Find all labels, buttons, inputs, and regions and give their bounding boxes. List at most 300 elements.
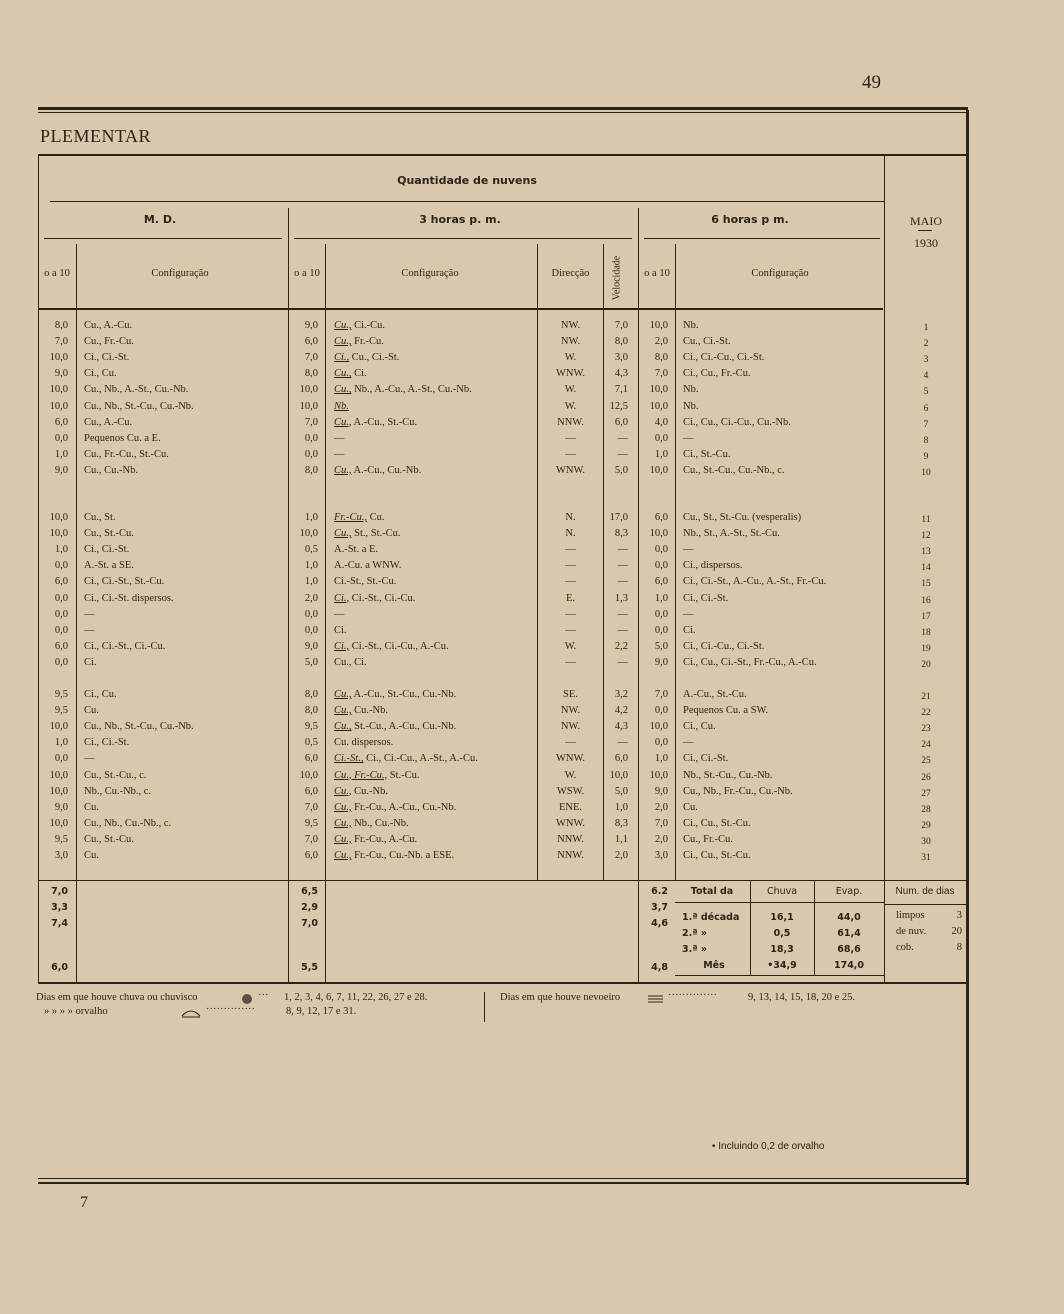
direccao-header: Direcção	[551, 268, 590, 279]
decada-label: 3.ª »	[682, 944, 708, 955]
pm3-configuration: Cu., Fr.-Cu.	[334, 336, 384, 348]
md-amount: 7,0	[54, 336, 68, 348]
pm6-configuration: Ci., Cu., St.-Cu.	[683, 850, 751, 861]
day-number: 15	[921, 579, 931, 590]
pm6-amount: 0,0	[654, 737, 668, 749]
pm3-configuration: Ci., Ci.-St., Ci.-Cu.	[334, 592, 416, 604]
pm3-configuration: A.-Cu. a WNW.	[334, 560, 402, 572]
day-number: 22	[921, 708, 931, 719]
decada-evap: 61,4	[837, 928, 861, 939]
md-configuration: Cu., A.-Cu.	[84, 320, 133, 331]
top-rule	[38, 107, 968, 110]
pm6-configuration: Ci., Cu., Fr.-Cu.	[683, 368, 751, 380]
wind-speed: 10,0	[609, 769, 628, 781]
md-amount: 0,0	[54, 432, 68, 444]
pm6-configuration: —	[683, 432, 694, 444]
summary-md-month: 6,0	[51, 962, 68, 973]
top-rule-thin	[38, 112, 968, 113]
pm3-amount: 10,0	[299, 400, 318, 412]
pm6-configuration: Nb.	[683, 384, 699, 396]
pm6-amount: 1,0	[654, 448, 668, 460]
md-configuration: Cu., A.-Cu.	[84, 416, 133, 428]
pm6-amount: 10,0	[649, 400, 668, 412]
pm3-amount: 1,0	[304, 512, 318, 523]
decada-evap: 174,0	[833, 960, 865, 971]
pm3-amount: 9,5	[304, 817, 318, 829]
pm3-configuration: Ci.	[334, 624, 347, 636]
pm6-header: 6 horas p m.	[711, 213, 789, 226]
decada-chuva: 18,3	[770, 944, 794, 955]
wind-speed: 2,2	[614, 640, 628, 652]
pm6-amount: 0,0	[654, 432, 668, 444]
chuva-dots: ···	[258, 990, 269, 1001]
header-bottom-border	[38, 308, 883, 310]
md-configuration: Ci., Ci.-St.	[84, 737, 130, 749]
pm3-amount: 9,0	[304, 320, 318, 331]
md-configuration: Cu.	[84, 850, 99, 861]
day-number: 23	[921, 724, 931, 735]
summary-bottom-border	[38, 982, 966, 984]
wind-speed: 17,0	[609, 512, 628, 523]
col-line-a	[76, 244, 77, 982]
pm3-amount: 7,0	[304, 352, 318, 364]
wind-direction: W.	[564, 400, 577, 412]
orvalho-dots: ··············	[206, 1004, 255, 1015]
pm6-configuration: Cu., Nb., Fr.-Cu., Cu.-Nb.	[683, 785, 793, 797]
day-number: 6	[923, 403, 929, 414]
rain-header-line	[675, 902, 884, 903]
wind-direction: WNW.	[555, 753, 586, 765]
pm3-configuration: A.-St. a E.	[334, 544, 379, 556]
md-configuration: Pequenos Cu. a E.	[84, 432, 161, 444]
pm6-amount: 2,0	[654, 833, 668, 845]
orvalho-days-values: 8, 9, 12, 17 e 31.	[286, 1006, 357, 1017]
md-amount: 3,0	[54, 850, 68, 861]
pm3-amount: 8,0	[304, 464, 318, 476]
wind-direction: ENE.	[558, 801, 583, 813]
day-number: 13	[921, 547, 931, 558]
md-configuration: Cu., St.-Cu.	[84, 833, 134, 845]
pm3-amount: 6,0	[304, 336, 318, 348]
md-amount: 10,0	[49, 785, 68, 797]
pm6-amount: 3,0	[654, 850, 668, 861]
pm3-brace	[294, 238, 632, 239]
md-amount: 10,0	[49, 817, 68, 829]
wind-speed: 5,0	[614, 464, 628, 476]
day-number: 21	[921, 692, 931, 702]
wind-direction: —	[565, 656, 576, 668]
day-number: 18	[921, 627, 931, 638]
pm3-amount: 6,0	[304, 753, 318, 765]
month-dash	[918, 230, 932, 231]
decada-chuva: 0,5	[773, 928, 791, 939]
summary-pm3-1: 6,5	[301, 886, 318, 897]
md-configuration: Cu., Fr.-Cu., St.-Cu.	[84, 448, 169, 460]
pm3-amount: 2,0	[304, 592, 318, 604]
pm3-amount: 10,0	[299, 528, 318, 540]
md-configuration: Cu., St.-Cu., c.	[84, 769, 147, 781]
quantidade-header: Quantidade de nuvens	[397, 174, 537, 187]
wind-direction: N.	[565, 528, 576, 540]
md-configuration: Cu.	[84, 705, 99, 717]
pm3-configuration: Cu., Cu.-Nb.	[334, 785, 388, 797]
pm6-amount: 1,0	[654, 753, 668, 765]
wind-direction: —	[565, 737, 576, 749]
pm3-configuration: Ci.-St., Ci., Ci.-Cu., A.-St., A.-Cu.	[334, 753, 478, 765]
pm3-configuration: Cu., Ci.	[334, 656, 367, 668]
num-dias-category: limpos	[896, 910, 925, 921]
md-amount: 8,0	[54, 320, 68, 331]
pm6-amount: 7,0	[654, 689, 668, 700]
day-number: 8	[923, 435, 929, 446]
pm6-amount: 1,0	[654, 592, 668, 604]
summary-pm3-month: 5,5	[301, 962, 318, 973]
md-amount: 10,0	[49, 769, 68, 781]
day-number: 25	[921, 756, 931, 767]
md-amount: 1,0	[54, 737, 68, 749]
wind-speed: 3,2	[614, 689, 628, 700]
col-line-c	[325, 244, 326, 982]
bottom-rule-thick	[38, 1182, 966, 1184]
wind-direction: —	[565, 560, 576, 572]
pm3-amount: 7,0	[304, 416, 318, 428]
pm6-configuration: Nb.	[683, 320, 699, 331]
pm6-amount: 10,0	[649, 384, 668, 396]
wind-direction: W.	[564, 352, 577, 364]
pm6-configuration: Ci.	[683, 624, 696, 636]
summary-md-3: 7,4	[51, 918, 68, 929]
wind-speed: —	[617, 560, 628, 572]
nevoeiro-dots: ··············	[668, 990, 717, 1001]
md-configuration: Ci., Ci.-St., St.-Cu.	[84, 576, 165, 588]
md-configuration: —	[84, 753, 95, 765]
day-number: 9	[923, 451, 929, 462]
wind-direction: —	[565, 576, 576, 588]
wind-direction: W.	[564, 640, 577, 652]
summary-md-1: 7,0	[51, 886, 68, 897]
md-configuration: Ci., Ci.-St.	[84, 544, 130, 556]
pm3-configuration: Cu., Fr.-Cu., A.-Cu., Cu.-Nb.	[334, 801, 457, 813]
pm6-config-header: Configuração	[751, 268, 809, 279]
wind-speed: 8,0	[614, 336, 628, 348]
wind-speed: 1,3	[614, 592, 628, 604]
md-amount: 9,0	[54, 368, 68, 380]
wind-speed: 4,2	[614, 705, 628, 717]
pm3-configuration: —	[334, 432, 345, 444]
day-number: 30	[921, 836, 931, 847]
md-amount: 0,0	[54, 656, 68, 668]
summary-pm6-2: 3,7	[651, 902, 668, 913]
num-dias-value: 8	[956, 942, 962, 953]
md-config-header: Configuração	[151, 268, 209, 279]
nevoeiro-days-label: Dias em que houve nevoeiro	[500, 992, 621, 1003]
md-amount: 10,0	[49, 352, 68, 364]
md-configuration: Nb., Cu.-Nb., c.	[84, 785, 152, 797]
num-dias-label: Num. de dias	[895, 886, 955, 897]
pm3-configuration: Cu., Ci.	[334, 368, 367, 380]
md-configuration: Ci., Cu.	[84, 689, 117, 700]
summary-pm6-month: 4,8	[651, 962, 668, 973]
summary-md-2: 3,3	[51, 902, 68, 913]
pm3-configuration: Cu., Cu.-Nb.	[334, 705, 388, 717]
md-amount: 0,0	[54, 753, 68, 765]
pm3-configuration: Nb.	[334, 400, 349, 412]
chuva-days-values: 1, 2, 3, 4, 6, 7, 11, 22, 26, 27 e 28.	[284, 992, 428, 1003]
day-number: 10	[921, 467, 931, 478]
md-configuration: A.-St. a SE.	[84, 560, 134, 572]
pm6-amount: 10,0	[649, 464, 668, 476]
summary-pm6-1: 6.2	[651, 886, 668, 897]
pm3-amount: 0,0	[304, 432, 318, 444]
pm6-amount: 0,0	[654, 705, 668, 717]
num-dias-category: de nuv.	[896, 926, 927, 937]
day-number: 29	[921, 820, 931, 831]
pm3-configuration: Cu., Ci.-Cu.	[334, 320, 386, 331]
md-configuration: Cu., Nb., St.-Cu., Cu.-Nb.	[84, 400, 194, 412]
pm3-amount: 5,0	[304, 656, 318, 668]
wind-speed: 8,3	[614, 817, 628, 829]
md-amount: 6,0	[54, 640, 68, 652]
pm3-amount: 8,0	[304, 705, 318, 717]
day-number: 1	[923, 323, 929, 333]
pm3-configuration: Fr.-Cu., Cu.	[334, 512, 385, 523]
md-configuration: Cu., Fr.-Cu.	[84, 336, 134, 348]
num-dias-line	[884, 904, 966, 905]
pm6-amount: 9,0	[654, 785, 668, 797]
pm6-amount: 10,0	[649, 721, 668, 733]
wind-speed: 1,1	[614, 833, 628, 845]
pm6-configuration: Ci., St.-Cu.	[683, 448, 731, 460]
day-number: 11	[921, 515, 931, 525]
md-configuration: —	[84, 624, 95, 636]
md-configuration: Cu., Nb., St.-Cu., Cu.-Nb.	[84, 721, 194, 733]
wind-speed: 8,3	[614, 528, 628, 540]
day-number: 17	[921, 611, 931, 622]
md-configuration: Ci.	[84, 656, 97, 668]
wind-speed: —	[617, 624, 628, 636]
pm3-configuration: —	[334, 448, 345, 460]
pm6-amount: 2,0	[654, 336, 668, 348]
wind-speed: 7,0	[614, 320, 628, 331]
page-footer-number: 7	[80, 1194, 88, 1211]
decada-evap: 68,6	[837, 944, 861, 955]
wind-direction: —	[565, 608, 576, 620]
pm3-configuration: Cu., A.-Cu., St.-Cu., Cu.-Nb.	[334, 689, 457, 700]
table-top-border	[38, 154, 966, 156]
day-number: 27	[921, 788, 931, 799]
section-title: PLEMENTAR	[40, 126, 152, 146]
pm3-header: 3 horas p. m.	[419, 213, 501, 226]
wind-speed: —	[617, 656, 628, 668]
wind-speed: —	[617, 576, 628, 588]
day-number: 2	[923, 339, 929, 350]
md-amount: 10,0	[49, 384, 68, 396]
pm3-configuration: Ci., Ci.-St., Ci.-Cu., A.-Cu.	[334, 640, 449, 652]
pm6-amount: 6,0	[654, 512, 668, 523]
day-number: 14	[921, 563, 931, 574]
decada-chuva: 16,1	[770, 912, 794, 923]
wind-speed: 6,0	[614, 416, 628, 428]
orvalho-note: • Incluindo 0,2 de orvalho	[712, 1141, 825, 1152]
md-amount: 10,0	[49, 721, 68, 733]
pm3-configuration: Cu., Nb., Cu.-Nb.	[334, 817, 409, 829]
day-number: 28	[921, 804, 931, 815]
day-number: 19	[921, 643, 931, 654]
pm3-amount: 0,0	[304, 608, 318, 620]
total-da-label: Total da	[690, 886, 734, 897]
day-number: 12	[921, 531, 931, 542]
pm6-configuration: Cu., Fr.-Cu.	[683, 833, 733, 845]
pm6-configuration: Pequenos Cu. a SW.	[683, 705, 769, 717]
pm6-configuration: Ci., Ci.-St.	[683, 592, 729, 604]
pm6-amount: 2,0	[654, 801, 668, 813]
pm3-scale-header: o a 10	[294, 268, 320, 279]
md-configuration: Ci., Ci.-St., Ci.-Cu.	[84, 640, 166, 652]
wind-direction: W.	[564, 384, 577, 396]
pm6-amount: 0,0	[654, 560, 668, 572]
pm3-configuration: Cu., A.-Cu., Cu.-Nb.	[334, 464, 422, 476]
evap-label: Evap.	[835, 886, 863, 897]
summary-top-border	[38, 880, 966, 881]
pm6-configuration: Nb., St.-Cu., Cu.-Nb.	[683, 769, 773, 781]
wind-direction: NW.	[560, 721, 581, 733]
pm3-amount: 0,0	[304, 448, 318, 460]
pm3-amount: 8,0	[304, 689, 318, 700]
pm6-amount: 10,0	[649, 769, 668, 781]
rain-bottom-line	[675, 975, 884, 976]
wind-direction: —	[565, 432, 576, 444]
pm6-amount: 5,0	[654, 640, 668, 652]
wind-direction: —	[565, 624, 576, 636]
wind-direction: NNW.	[557, 850, 584, 861]
pm6-amount: 10,0	[649, 320, 668, 331]
wind-direction: NW.	[560, 705, 581, 717]
wind-speed: 5,0	[614, 785, 628, 797]
md-amount: 10,0	[49, 400, 68, 412]
pm6-amount: 0,0	[654, 608, 668, 620]
chuva-days-label: Dias em que houve chuva ou chuvisco	[36, 992, 198, 1003]
summary-pm6-3: 4,6	[651, 918, 668, 929]
bottom-rule	[38, 1178, 966, 1179]
day-number: 4	[923, 371, 929, 382]
pm6-amount: 7,0	[654, 368, 668, 380]
pm6-amount: 4,0	[654, 416, 668, 428]
pm6-configuration: —	[683, 544, 694, 556]
wind-direction: WNW.	[555, 368, 586, 380]
wind-direction: NW.	[560, 336, 581, 348]
pm3-configuration: Cu., Fr.-Cu., A.-Cu.	[334, 833, 418, 845]
pm6-amount: 10,0	[649, 528, 668, 540]
num-dias-category: cob.	[896, 942, 914, 953]
md-amount: 9,0	[54, 801, 68, 813]
wind-direction: W.	[564, 769, 577, 781]
md-configuration: Cu., Nb., Cu.-Nb., c.	[84, 817, 172, 829]
wind-speed: 4,3	[614, 368, 628, 380]
page-number: 49	[862, 72, 881, 93]
wind-speed: 6,0	[614, 753, 628, 765]
pm3-configuration: Cu., A.-Cu., St.-Cu.	[334, 416, 418, 428]
md-amount: 0,0	[54, 592, 68, 604]
pm3-amount: 0,5	[304, 737, 318, 749]
col-line-g	[675, 244, 676, 880]
pm6-amount: 0,0	[654, 624, 668, 636]
pm3-amount: 6,0	[304, 785, 318, 797]
decada-evap: 44,0	[837, 912, 861, 923]
wind-direction: E.	[565, 592, 576, 604]
nevoeiro-days-values: 9, 13, 14, 15, 18, 20 e 25.	[748, 992, 856, 1003]
wind-direction: —	[565, 544, 576, 556]
pm6-brace	[644, 238, 880, 239]
pm6-configuration: A.-Cu., St.-Cu.	[683, 689, 747, 700]
md-configuration: Ci., Ci.-St.	[84, 352, 130, 364]
pm6-configuration: Ci., Cu., Ci.-Cu., Cu.-Nb.	[683, 416, 791, 428]
pm6-configuration: Ci., Ci.-St., A.-Cu., A.-St., Fr.-Cu.	[683, 576, 827, 588]
pm6-configuration: Ci., Cu., St.-Cu.	[683, 817, 751, 829]
footer-divider	[484, 992, 485, 1022]
pm3-configuration: Cu., St., St.-Cu.	[334, 528, 401, 540]
wind-speed: 2,0	[614, 850, 628, 861]
md-amount: 6,0	[54, 416, 68, 428]
num-dias-value: 3	[956, 910, 962, 921]
pm3-amount: 10,0	[299, 769, 318, 781]
md-configuration: Cu.	[84, 801, 99, 813]
pm6-configuration: —	[683, 737, 694, 749]
wind-direction: WSW.	[556, 785, 585, 797]
wind-speed: —	[617, 608, 628, 620]
pm6-configuration: Ci., Ci.-Cu., Ci.-St.	[683, 352, 765, 364]
pm6-configuration: Cu.	[683, 801, 698, 813]
pm3-amount: 1,0	[304, 560, 318, 572]
wind-speed: 4,3	[614, 721, 628, 733]
wind-direction: NNW.	[557, 416, 584, 428]
pm6-amount: 9,0	[654, 656, 668, 668]
md-amount: 10,0	[49, 512, 68, 523]
pm6-configuration: Cu., St., St.-Cu. (vesperalis)	[683, 512, 802, 523]
year-header: 1930	[914, 236, 938, 250]
pm6-configuration: Nb., St., A.-St., St.-Cu.	[683, 528, 780, 540]
pm6-configuration: Ci., Ci.-Cu., Ci.-St.	[683, 640, 765, 652]
md-amount: 0,0	[54, 560, 68, 572]
decada-label: Mês	[703, 960, 725, 971]
md-amount: 0,0	[54, 624, 68, 636]
wind-direction: WNW.	[555, 464, 586, 476]
pm3-amount: 7,0	[304, 801, 318, 813]
pm3-amount: 8,0	[304, 368, 318, 380]
md-header: M. D.	[143, 213, 177, 226]
pm3-configuration: Cu., Fr.-Cu., St.-Cu.	[334, 769, 420, 781]
pm3-amount: 10,0	[299, 384, 318, 396]
orvalho-days-label: » » » » orvalho	[44, 1006, 108, 1017]
pm3-configuration: Cu., Fr.-Cu., Cu.-Nb. a ESE.	[334, 850, 455, 861]
wind-speed: —	[617, 544, 628, 556]
md-scale-header: o a 10	[44, 268, 70, 279]
pm6-amount: 8,0	[654, 352, 668, 364]
pm6-configuration: Ci., Cu., Ci.-St., Fr.-Cu., A.-Cu.	[683, 656, 817, 668]
pm3-configuration: Cu. dispersos.	[334, 737, 394, 749]
md-configuration: Cu., St.	[84, 512, 116, 523]
day-number: 20	[921, 659, 931, 670]
month-header: MAIO	[910, 214, 942, 228]
brace-line	[50, 201, 884, 202]
pm6-configuration: Cu., Ci.-St.	[683, 336, 731, 348]
md-amount: 6,0	[54, 576, 68, 588]
pm3-amount: 1,0	[304, 576, 318, 588]
md-amount: 9,5	[54, 705, 68, 717]
pm3-config-header: Configuração	[401, 268, 459, 279]
wind-speed: 3,0	[614, 352, 628, 364]
num-dias-value: 20	[951, 926, 962, 937]
md-configuration: Cu., Nb., A.-St., Cu.-Nb.	[84, 384, 189, 396]
